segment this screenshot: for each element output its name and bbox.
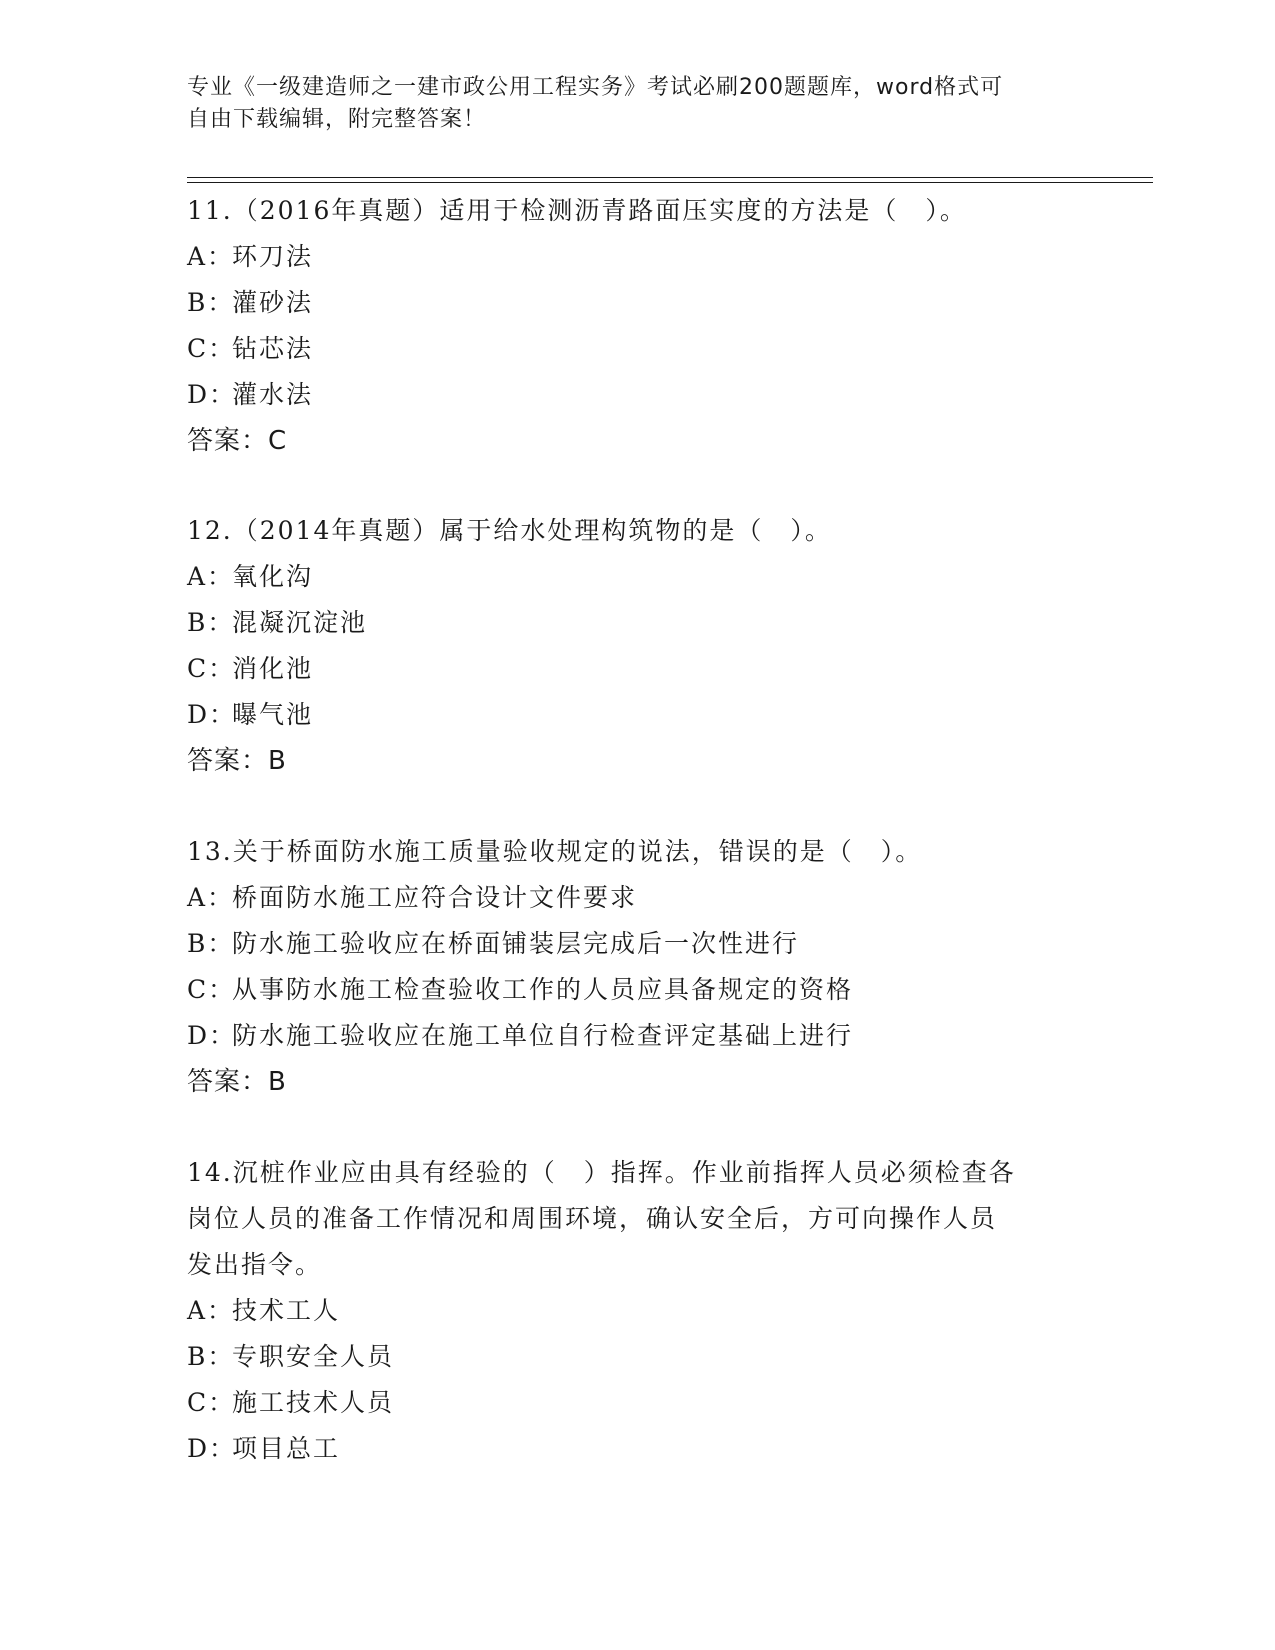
option-text: 曝气池 <box>232 700 314 729</box>
option-letter: B： <box>187 608 235 637</box>
document-header <box>187 72 1067 136</box>
option-text: 从事防水施工检查验收工作的人员应具备规定的资格 <box>232 975 854 1004</box>
header-divider-bottom <box>187 182 1153 183</box>
option-letter: A： <box>187 883 235 912</box>
option-a <box>187 234 1087 280</box>
option-text: 技术工人 <box>232 1296 341 1325</box>
answer-line: 答案：B <box>187 1067 287 1097</box>
option-letter: B： <box>187 288 235 317</box>
option-b <box>187 600 1087 646</box>
option-letter: A： <box>187 562 235 591</box>
option-letter: D： <box>187 380 237 409</box>
option-text: 施工技术人员 <box>232 1388 395 1417</box>
question-11 <box>187 188 1087 464</box>
header-line-1: 专业《一级建造师之一建市政公用工程实务》考试必刷200题题库，word格式可 <box>187 75 1004 100</box>
question-stem-line-1: 14.沉桩作业应由具有经验的（ ）指挥。作业前指挥人员必须检查各 <box>187 1158 1016 1187</box>
question-14 <box>187 1150 1087 1472</box>
option-letter: D： <box>187 1434 237 1463</box>
option-letter: A： <box>187 242 235 271</box>
option-text: 灌水法 <box>232 380 314 409</box>
option-text: 灌砂法 <box>232 288 314 317</box>
option-c <box>187 967 1087 1013</box>
option-a <box>187 1288 1087 1334</box>
question-stem-line-2: 岗位人员的准备工作情况和周围环境，确认安全后，方可向操作人员 <box>187 1204 998 1233</box>
option-letter: D： <box>187 1021 237 1050</box>
option-c <box>187 326 1087 372</box>
header-line-2: 自由下载编辑，附完整答案！ <box>187 107 487 132</box>
option-text: 环刀法 <box>232 242 314 271</box>
option-d <box>187 1013 1087 1059</box>
option-letter: C： <box>187 975 236 1004</box>
header-divider-top <box>187 177 1153 178</box>
option-d <box>187 692 1087 738</box>
option-d <box>187 1426 1087 1472</box>
option-b <box>187 921 1087 967</box>
option-b <box>187 280 1087 326</box>
question-stem: 12.（2014年真题）属于给水处理构筑物的是（ ）。 <box>187 516 832 545</box>
option-text: 混凝沉淀池 <box>232 608 368 637</box>
option-a <box>187 554 1087 600</box>
option-d <box>187 372 1087 418</box>
question-stem: 13.关于桥面防水施工质量验收规定的说法，错误的是（ ）。 <box>187 837 923 866</box>
option-letter: C： <box>187 654 236 683</box>
option-text: 防水施工验收应在施工单位自行检查评定基础上进行 <box>232 1021 854 1050</box>
question-stem-line-3: 发出指令。 <box>187 1250 323 1279</box>
option-c <box>187 1380 1087 1426</box>
option-letter: C： <box>187 334 236 363</box>
option-text: 钻芯法 <box>232 334 314 363</box>
option-text: 防水施工验收应在桥面铺装层完成后一次性进行 <box>232 929 800 958</box>
option-text: 氧化沟 <box>232 562 314 591</box>
option-b <box>187 1334 1087 1380</box>
answer-line: 答案：C <box>187 426 288 456</box>
option-c <box>187 646 1087 692</box>
answer-line: 答案：B <box>187 746 287 776</box>
question-13 <box>187 829 1087 1105</box>
option-letter: B： <box>187 1342 235 1371</box>
option-a <box>187 875 1087 921</box>
option-letter: D： <box>187 700 237 729</box>
option-text: 消化池 <box>232 654 314 683</box>
question-12 <box>187 508 1087 784</box>
option-letter: A： <box>187 1296 235 1325</box>
option-text: 桥面防水施工应符合设计文件要求 <box>232 883 638 912</box>
option-text: 专职安全人员 <box>232 1342 395 1371</box>
option-text: 项目总工 <box>232 1434 341 1463</box>
option-letter: C： <box>187 1388 236 1417</box>
question-stem: 11.（2016年真题）适用于检测沥青路面压实度的方法是（ ）。 <box>187 196 967 225</box>
option-letter: B： <box>187 929 235 958</box>
